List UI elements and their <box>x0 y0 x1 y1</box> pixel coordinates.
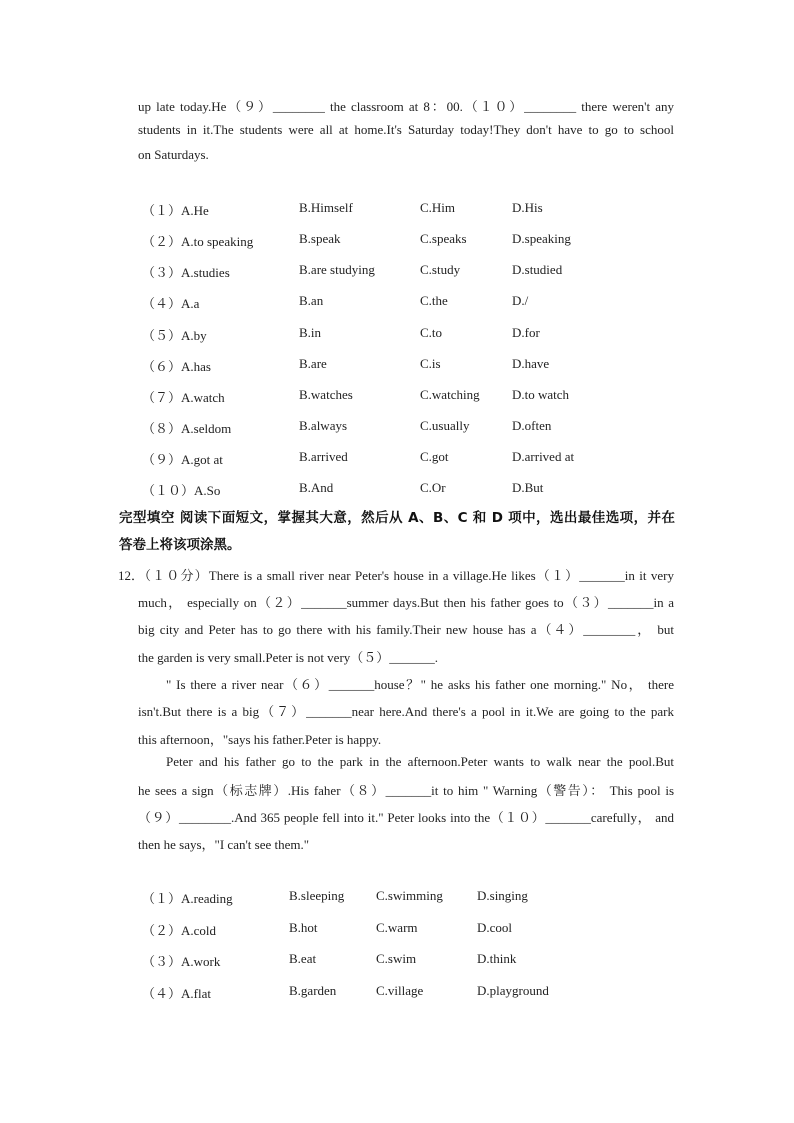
option-d: D.singing <box>477 888 528 903</box>
option-b: B.hot <box>289 920 318 935</box>
option-b: B.Himself <box>299 200 353 215</box>
option-c: C.to <box>420 325 443 340</box>
option-b: B.speak <box>299 231 341 246</box>
option-c: C.watching <box>420 387 480 402</box>
option-b: B.in <box>299 325 322 340</box>
option-a: （４）A.flat <box>142 986 211 1001</box>
option-d: D.often <box>512 418 552 433</box>
q12-line-6: isn't.But there is a big（７）_______near here.And there's a pool in it.We are going to the park <box>138 704 674 719</box>
option-a: （９）A.got at <box>142 452 223 467</box>
option-d: D.playground <box>477 983 549 998</box>
option-d: D.arrived at <box>512 449 575 464</box>
passage1-line-2: students in it.The students were all at home.It's Saturday today!They don't have to go to school <box>138 122 674 137</box>
option-b: B.are <box>299 356 327 371</box>
option-d: D.think <box>477 951 517 966</box>
option-a: （１０）A.So <box>142 483 221 498</box>
q12-line-4: the garden is very small.Peter is not very（５）_______. <box>138 650 439 665</box>
option-b: B.And <box>299 480 334 495</box>
q12-line-7: this afternoon，"says his father.Peter is happy. <box>138 732 382 747</box>
option-b: B.watches <box>299 387 353 402</box>
option-d: D./ <box>512 293 529 308</box>
option-c: C.study <box>420 262 461 277</box>
option-a: （３）A.studies <box>142 265 230 280</box>
option-c: C.speaks <box>420 231 467 246</box>
option-a: （１）A.He <box>142 203 209 218</box>
option-c: C.swim <box>376 951 417 966</box>
q12-line-8: Peter and his father go to the park in the afternoon.Peter wants to walk near the pool.But <box>166 754 674 769</box>
q12-line-2: much， especially on（２）_______summer days.But then his father goes to（３）_______in a <box>138 595 674 610</box>
option-b: B.garden <box>289 983 337 998</box>
option-d: D.His <box>512 200 543 215</box>
option-c: C.is <box>420 356 441 371</box>
option-a: （１）A.reading <box>142 891 233 906</box>
option-d: D.cool <box>477 920 513 935</box>
passage1-line-1: up late today.He（９）________ the classroom at 8：00.（１０）________ there weren't any <box>138 99 674 114</box>
option-a: （２）A.to speaking <box>142 234 254 249</box>
option-b: B.are studying <box>299 262 375 277</box>
q12-line-3: big city and Peter has to go there with his family.Their new house has a（４）________， but <box>138 622 674 637</box>
section-heading-line-1: 完型填空 阅读下面短文，掌握其大意，然后从 A、B、C 和 D 项中，选出最佳选项，并在 <box>119 510 675 526</box>
option-a: （２）A.cold <box>142 923 217 938</box>
option-d: D.speaking <box>512 231 571 246</box>
option-c: C.got <box>420 449 449 464</box>
option-b: B.an <box>299 293 324 308</box>
option-a: （８）A.seldom <box>142 421 232 436</box>
option-c: C.village <box>376 983 424 998</box>
option-c: C.warm <box>376 920 418 935</box>
option-d: D.But <box>512 480 544 495</box>
section-heading-line-2: 答卷上将该项涂黑。 <box>119 537 241 553</box>
q12-line-1: （１０分）There is a small river near Peter's house in a village.He likes（１）_______in it very <box>138 568 674 583</box>
option-a: （７）A.watch <box>142 390 225 405</box>
option-c: C.the <box>420 293 448 308</box>
option-d: D.for <box>512 325 540 340</box>
option-b: B.eat <box>289 951 317 966</box>
option-a: （６）A.has <box>142 359 211 374</box>
option-d: D.to watch <box>512 387 570 402</box>
option-a: （４）A.a <box>142 296 200 311</box>
option-a: （５）A.by <box>142 328 207 343</box>
section-heading <box>119 505 675 559</box>
q12-line-9: he sees a sign（标志牌）.His faher（８）_______it to him " Warning（警告）： This pool is <box>138 783 674 798</box>
option-b: B.arrived <box>299 449 348 464</box>
q12-line-5: " Is there a river near（６）_______house？" he asks his father one morning." No， there <box>166 677 674 692</box>
option-c: C.Him <box>420 200 456 215</box>
q12-line-11: then he says，"I can't see them." <box>138 837 310 852</box>
q12-line-10: （９）________.And 365 people fell into it." Peter looks into the（１０）_______carefully， and <box>138 810 674 825</box>
option-a: （３）A.work <box>142 954 221 969</box>
option-b: B.sleeping <box>289 888 345 903</box>
option-c: C.usually <box>420 418 470 433</box>
option-d: D.studied <box>512 262 563 277</box>
question-number: 12． <box>118 568 145 583</box>
option-b: B.always <box>299 418 348 433</box>
passage1-line-3: on Saturdays. <box>138 147 209 162</box>
option-d: D.have <box>512 356 550 371</box>
option-c: C.Or <box>420 480 446 495</box>
option-c: C.swimming <box>376 888 443 903</box>
